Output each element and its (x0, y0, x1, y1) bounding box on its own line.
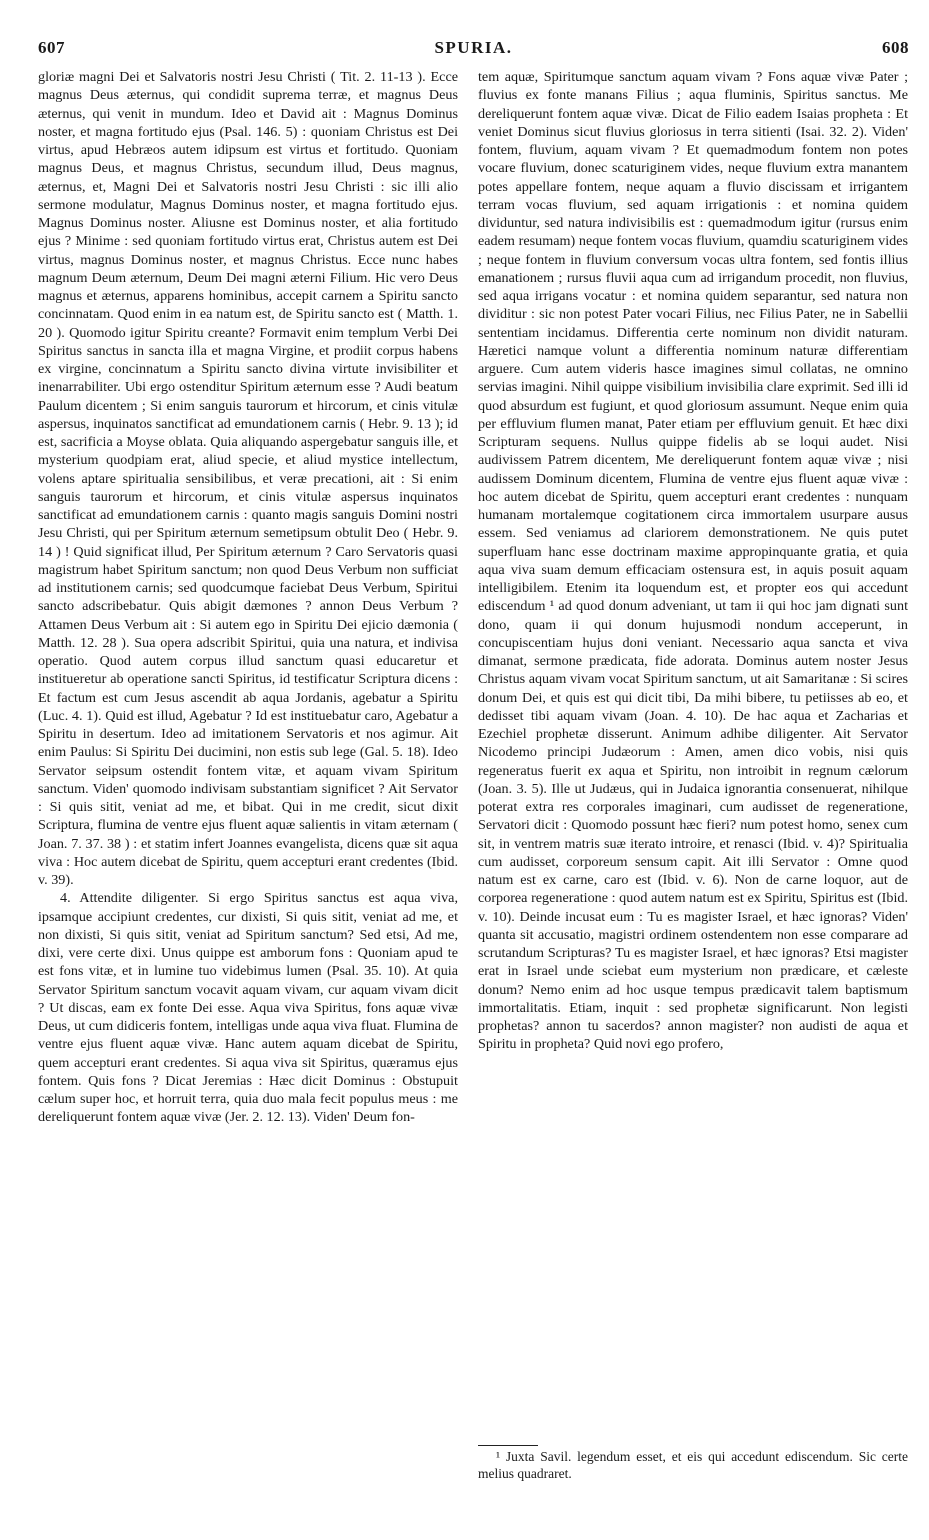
page-number-right: 608 (882, 38, 909, 57)
left-paragraph-1: gloriæ magni Dei et Salvatoris nostri Jesu Christi ( Tit. 2. 11-13 ). Ecce magnus Deus æternus, qui condidit suprema terræ, et magnus Deus æternus, qui venit in mundum. Ideo et David ait : Magnus Dominus noster, et magna fortitudo ejus (Psal. 146. 5) : quoniam Christus est Dei virtus, apud Hebræos autem idipsum est virtus et fortitudo. Quoniam magnus Deus, et magnus Christus, secundum illud, Deus magnus, æternus, et, Magni Dei et Salvatoris nostri Jesu Christi : sic illi alio sermone modulatur, Magnus Dominus noster, et magna fortitudo ejus. Magnus Dominus noster. Aliusne est Dominus noster, et alia fortitudo ejus ? Minime : sed quoniam fortitudo virtus erat, Christus autem est Dei virtus, magnus Dominus noster, et magnus Christus. Ecce nunc habes magnum Deum æternum, Deum Dei magni æterni Filium. Hic vero Deus magnus et æternus, apparens hominibus, accepit carnem a Spiritu sancto concinnatam. Quod enim in ea natum est, de Spiritu sancto est ( Matth. 1. 20 ). Quomodo igitur Spiritu creante? Formavit enim templum Verbi Dei Spiritus sanctus in sancta illa et magna Virgine, et prodiit corpus habens ex virgine, concinnatum a Spiritu sancto divina virtute invisibiliter et inenarrabiliter. Ubi ergo ostenditur Spiritum æternum esse ? Audi beatum Paulum dicentem ; Si enim sanguis taurorum et hircorum, et cinis vitulæ aspersus, inquinatos sanctificat ad emundationem carnis ( Hebr. 9. 13 ); id est, sacrificia a Moyse oblata. Quia aliquando aspergebatur sanguis ille, et mysterium quodpiam erat, aliud specie, et aliud mystice intellectum, volens aptare spiritualia sensibilibus, et veræ precationi, ait : Si enim sanguis taurorum et hircorum, et cinis vitulæ aspersus inquinatos sanctificat ad emundationem carnis : quanto magis sanguis Domini nostri Jesu Christi, qui per Spiritum æternum semetipsum obtulit Deo ( Hebr. 9. 14 ) ! Quid significat illud, Per Spiritum æternum ? Caro Servatoris quasi magistrum habet Spiritum sanctum; non quod Deus Verbum non sufficiat ad institutionem carnis; sed quodcumque faciebat Deus Verbum, Spiritui sancto adscribebatur. Quis abigit dæmones ? annon Deus Verbum ? Attamen Deus Verbum ait : Si autem ego in Spiritu Dei ejicio dæmonia ( Matth. 12. 28 ). Sua opera adscribit Spiritui, quia una natura, et indivisa operatio. Quod autem corpus illud sanctum quasi educaretur et institueretur ab operatione sancti Spiritus, id testificatur Scriptura dicens : Et factum est cum Jesus ascendit ab aqua Jordanis, agebatur a Spiritu (Luc. 4. 1). Quid est illud, Agebatur ? Id est instituebatur caro, Agebatur a Spiritu in desertum. Ideo ad imitationem Servatoris et nos agimur. Ait enim Paulus: Si Spiritu Dei ducimini, non estis sub lege (Gal. 5. 18). Ideo Servator seipsum ostendit fontem vitæ, et aquam vivam Spiritum sanctum. Viden' quomodo indivisam substantiam significet ? Ait Servator : Si quis sitit, veniat ad me, et bibat. Qui in me credit, sicut dixit Scriptura, flumina de ventre ejus fluent aquæ salientis in vitam æternam ( Joan. 7. 37. 38 ) : et statim infert Joannes evangelista, dicens quæ sit aqua viva : Hoc autem dicebat de Spiritu, quem accepturi erant credentes (Ibid. v. 39). (38, 69, 458, 888)
right-column (478, 68, 908, 1054)
running-title: SPURIA. (434, 38, 513, 57)
left-paragraph-2: 4. Attendite diligenter. Si ergo Spiritus sanctus est aqua viva, ipsamque accipiunt credentes, cur dixisti, Si quis sitit, veniat ad me, et non dixisti, Si quis sitit, veniat ad Spiritum sanctum? Sed etsi, Ad me, dixi, vere certe dixi. Unus quippe est amborum fons : Quoniam apud te est fons vitæ, et in lumine tuo videbimus lumen (Psal. 35. 10). At quia Servator Spiritum sanctum vocavit aquam vivam, cur aquam vivam dicit ? Ut discas, eam ex fonte Dei esse. Aqua viva Spiritus, fons aquæ vivæ Deus, ut cum didiceris fontem, intelligas unde aqua viva fluat. Flumina de ventre ejus fluent aquæ vivæ. Hanc autem aquam dicebat de Spiritu, quem accepturi erant credentes. Si aqua viva sit Spiritus, quæramus ejus fontem. Quis fons ? Dicat Jeremias : Hæc dicit Dominus : Obstupuit cælum super hoc, et horruit terra, quia duo mala fecit populus meus : me dereliquerunt fontem aquæ vivæ (Jer. 2. 12. 13). Viden' Deum fon- (38, 890, 458, 1126)
page-number-left: 607 (38, 38, 65, 57)
left-column (38, 68, 458, 1127)
footnote: ¹ Juxta Savil. legendum esset, et eis qui accedunt ediscendum. Sic certe melius quadraret. (478, 1449, 908, 1481)
right-paragraph-1: tem aquæ, Spiritumque sanctum aquam vivam ? Fons aquæ vivæ Pater ; fluvius ex fonte manans Filius ; aqua fluminis, Spiritus sanctus. Me dereliquerunt fontem aquæ vivæ. Dicat de Filio eadem Isaias propheta : Et veniet Dominus sicut fluvius gloriosus in terra sitienti (Isai. 32. 2). Viden' fontem, fluvium, aquam vivam ? Et quemadmodum fontem non potes vocare fluvium, donec scaturiginem vides, neque fluvium extra manantem potes appellare fontem, neque aquam a fluvio discissam et irrigantem terram vocas fluvium, sed aquam irrigationis : et nomina quidem dividuntur, sed natura indivisibilis est : quemadmodum igitur (rursus enim eadem resumam) neque fontem vocas fluvium, quamdiu scaturiginem vides ; neque fontem in fluvium conversum vocas ultra fontem, sed fontis illius emanationem ; rursus fluvii aqua cum ad irrigandum procedit, non fluvius, sed aqua irrigans vocatur : et nomina quidem separantur, sed natura non dividitur : sic non potest Pater vocari Filius, nec Filius Pater, ne in Sabellii sententiam incidamus. Differentia certe nominum non dividit naturam. Hæretici namque volunt a differentia nominum naturæ differentiam arguere. Cum autem videris hasce imagines simul collatas, ne omnino servias imagini. Nihil quippe visibilium invisibilia clare exprimit. Sed illi id quod absurdum est fugiunt, et quod gloriosum assumunt. Neque enim quia per effluvium flumen manat, Pater etiam per effluvium genuit. Et hæc dixi Scripturam sequens. Nullus quippe fidelis ab se loqui audet. Nisi audivissem Patrem dicentem, Me dereliquerunt fontem aquæ vivæ ; nisi audissem Dominum dicentem, Flumina de ventre ejus fluent aquæ vivæ : hoc autem dicebat de Spiritu, quem accepturi erant credentes : nunquam humanam mortalemque cogitationem circa immortalem usurpare ausus essem. Sed veniamus ad clariorem demonstrationem. Ne quis putet superfluam hanc esse doctrinam maxime appropinquante gratia, et quia aqua viva suam demum efficaciam ostensura est, in aquis posuit aquam intelligibilem. Etenim ita loquendum est, et propter eos qui accedunt ediscendum ¹ ad quod donum adveniant, ut tam ii qui hoc jam dignati sunt dono, quam ii qui donum hujusmodi nondum acceperunt, in concupiscentiam hujus doni veniant. Necessario aqua sancta et viva dimanat, sermone prædicata, fide adorata. Dominus autem noster Jesus Christus aquam vivam vocat Spiritum sanctum, ut ait Samaritanæ : Si scires donum Dei, et quis est qui dicit tibi, Da mihi bibere, tu petiisses ab eo, et dedisset tibi aquam vivam (Joan. 4. 10). De hac aqua et Zacharias et Ezechiel prophetæ disserunt. Animum adhibe diligenter. Ait Servator Nicodemo principi Judæorum : Amen, amen dico vobis, nisi quis regeneratus fuerit ex aqua et Spiritu, non introibit in regnum cælorum (Joan. 3. 5). Ille ut Judæus, qui in Judaica ignorantia consenuerat, nihilque poterat extra res corporales imaginari, cum audisset de regeneratione, Servatori dicit : Quomodo possunt hæc fieri? num potest homo, senex cum sit, in ventrem matris suæ iterato introire, et renasci (Ibid. v. 4)? Spiritualia cum audisset, corporeum sensum capit. Ait illi Servator : Omne quod natum est ex carne, caro est (Ibid. v. 6). Non de carne loquor, aut de corporea regeneratione : quod autem natum est ex Spiritu, Spiritus est (Ibid. v. 10). Deinde incusat eum : Tu es magister Israel, et hæc ignoras? Viden' quanta sit accusatio, magistri ordinem ostendentem non esse comparare ad scrutandum Scripturas? Tu es magister Israel, et hæc ignoras? Etsi magister erat in Israel unde sciebat eum mysterium non prædicare, et cæleste donum? Nemo enim ad hoc usque tempus prædicavit talem baptismum immortalitatis. Etiam, inquit : sed prophetæ significarunt. Non legisti prophetas? annon tu sacerdos? annon magister? non audisti de aqua et Spiritu in propheta? Quid novi ego profero, (478, 69, 908, 1053)
running-header (38, 38, 909, 58)
footnote-divider (478, 1445, 538, 1446)
